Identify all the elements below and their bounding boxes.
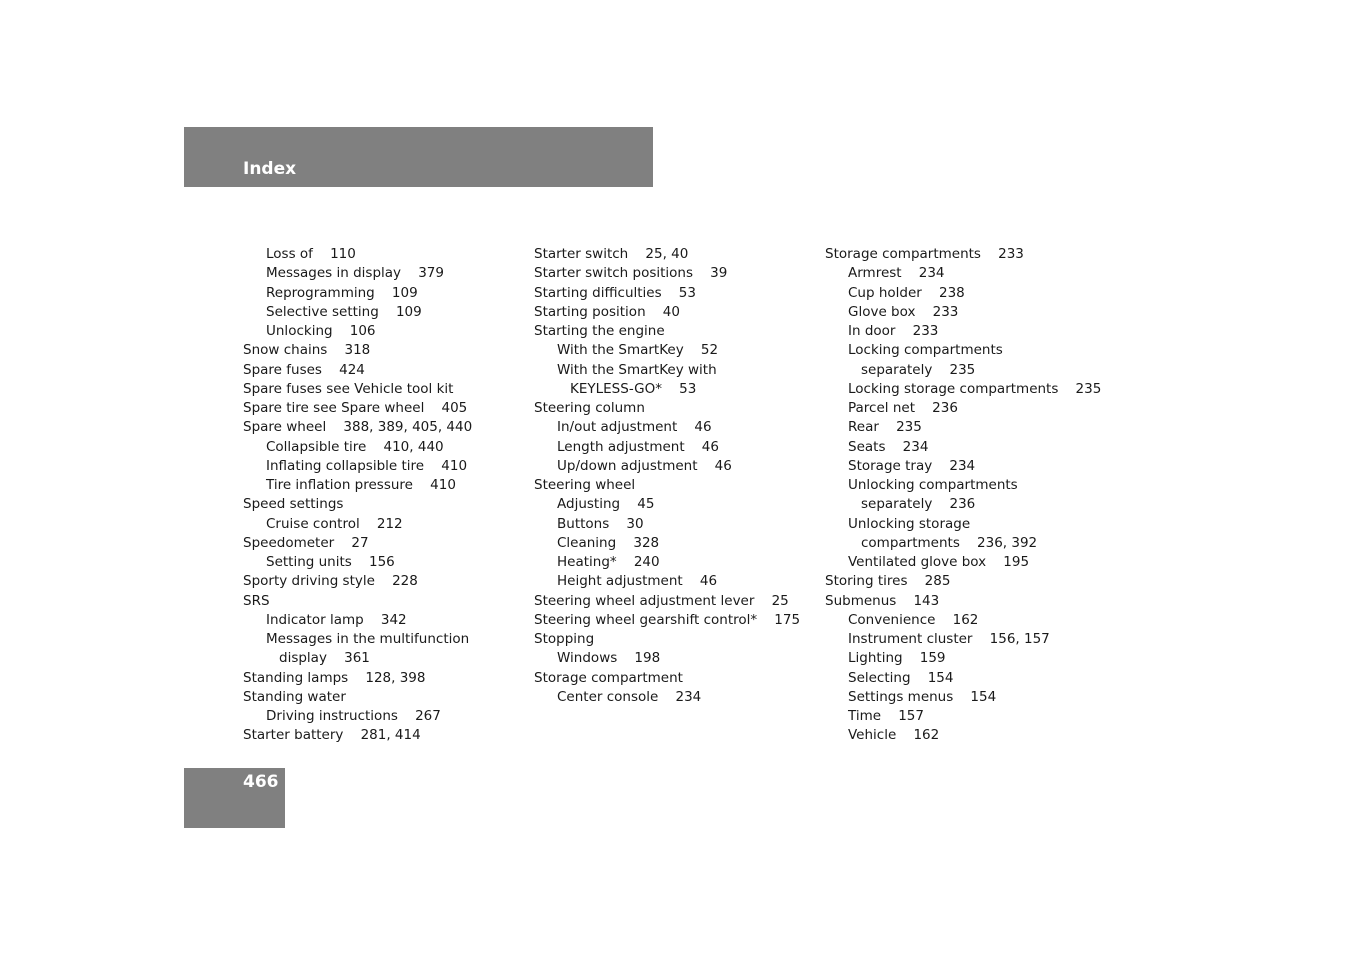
index-subentry: Messages in display 379 — [266, 265, 444, 282]
index-entry: Spare fuses see Vehicle tool kit — [243, 380, 454, 397]
index-subentry: Settings menus 154 — [848, 688, 997, 705]
index-entry: Submenus 143 — [825, 592, 940, 609]
index-subentry: Adjusting 45 — [557, 496, 655, 513]
index-subentry: Up/down adjustment 46 — [557, 457, 732, 474]
index-subentry: Seats 234 — [848, 438, 929, 455]
index-entry: Steering column — [534, 400, 645, 416]
index-entry: Spare fuses 424 — [243, 361, 365, 378]
header-bar — [184, 127, 653, 187]
index-subentry: Indicator lamp 342 — [266, 611, 407, 628]
index-subentry: In/out adjustment 46 — [557, 419, 712, 436]
index-subentry: Glove box 233 — [848, 303, 959, 320]
page-number-tab — [184, 768, 285, 828]
index-entry: Storage compartment — [534, 669, 683, 686]
index-subentry: Cup holder 238 — [848, 284, 965, 301]
index-subentry: Driving instructions 267 — [266, 708, 441, 724]
index-subentry: Locking compartments — [848, 342, 1003, 359]
index-subentry: Rear 235 — [848, 419, 922, 436]
index-subentry: Selective setting 109 — [266, 303, 422, 320]
index-subentry: Lighting 159 — [848, 650, 946, 667]
index-entry: Stopping — [534, 631, 595, 647]
index-subentry: With the SmartKey with — [557, 361, 717, 378]
index-subentry: Cleaning 328 — [557, 534, 660, 551]
index-entry: Spare wheel 388, 389, 405, 440 — [243, 419, 473, 436]
index-entry: Standing water — [243, 688, 346, 705]
index-subentry: Length adjustment 46 — [557, 438, 719, 455]
index-entry: Steering wheel adjustment lever 25 — [534, 592, 789, 609]
page-number: 466 — [243, 772, 279, 792]
index-subentry: Buttons 30 — [557, 515, 644, 532]
index-subentry: Heating* 240 — [557, 554, 660, 570]
index-subentry: separately 236 — [861, 496, 976, 513]
index-entry: Standing lamps 128, 398 — [243, 669, 426, 686]
index-subentry: KEYLESS-GO* 53 — [570, 380, 697, 397]
index-subentry: Windows 198 — [557, 650, 661, 667]
index-subentry: Time 157 — [848, 708, 924, 724]
index-subentry: With the SmartKey 52 — [557, 342, 719, 359]
index-entry: Starting position 40 — [534, 303, 680, 320]
index-entry: Starter switch positions 39 — [534, 265, 728, 282]
index-entry: Steering wheel — [534, 477, 636, 493]
index-subentry: Collapsible tire 410, 440 — [266, 438, 444, 455]
index-subentry: Parcel net 236 — [848, 400, 958, 416]
index-subentry: Convenience 162 — [848, 611, 979, 628]
index-subentry: separately 235 — [861, 361, 976, 378]
index-entry: Starting the engine — [534, 323, 665, 339]
index-entry: Storing tires 285 — [825, 573, 951, 590]
index-subentry: Unlocking storage — [848, 515, 971, 532]
index-entry: Snow chains 318 — [243, 342, 371, 359]
index-subentry: Setting units 156 — [266, 554, 395, 570]
index-subentry: Instrument cluster 156, 157 — [848, 631, 1050, 647]
index-subentry: Cruise control 212 — [266, 515, 403, 532]
index-subentry: Center console 234 — [557, 688, 702, 705]
index-entry: Speedometer 27 — [243, 534, 369, 551]
index-entry: Sporty driving style 228 — [243, 573, 418, 590]
index-subentry: Loss of 110 — [266, 246, 356, 262]
index-subentry: Armrest 234 — [848, 265, 945, 282]
index-entry: Starting difficulties 53 — [534, 284, 696, 301]
index-subentry: Unlocking 106 — [266, 323, 376, 339]
index-column-1 — [243, 245, 472, 746]
index-entry: Storage compartments 233 — [825, 246, 1024, 262]
index-subentry: Storage tray 234 — [848, 457, 976, 474]
index-entry: Spare tire see Spare wheel 405 — [243, 400, 468, 416]
index-subentry: Tire inflation pressure 410 — [266, 477, 456, 493]
index-subentry: compartments 236, 392 — [861, 534, 1038, 551]
index-subentry: display 361 — [279, 650, 370, 667]
index-entry: Starter battery 281, 414 — [243, 727, 421, 744]
page-title: Index — [243, 159, 297, 179]
index-subentry: In door 233 — [848, 323, 939, 339]
index-subentry: Inflating collapsible tire 410 — [266, 457, 468, 474]
index-subentry: Locking storage compartments 235 — [848, 380, 1102, 397]
index-entry: Steering wheel gearshift control* 175 — [534, 611, 801, 628]
index-column-3 — [825, 245, 1101, 746]
index-column-2 — [534, 245, 800, 707]
index-subentry: Ventilated glove box 195 — [848, 554, 1030, 570]
index-entry: Speed settings — [243, 496, 344, 513]
index-subentry: Unlocking compartments — [848, 477, 1018, 493]
index-subentry: Selecting 154 — [848, 669, 954, 686]
index-entry: Starter switch 25, 40 — [534, 246, 689, 262]
index-subentry: Vehicle 162 — [848, 727, 940, 744]
index-entry: SRS — [243, 592, 270, 609]
index-subentry: Messages in the multifunction — [266, 631, 470, 647]
index-subentry: Reprogramming 109 — [266, 284, 418, 301]
index-subentry: Height adjustment 46 — [557, 573, 718, 590]
